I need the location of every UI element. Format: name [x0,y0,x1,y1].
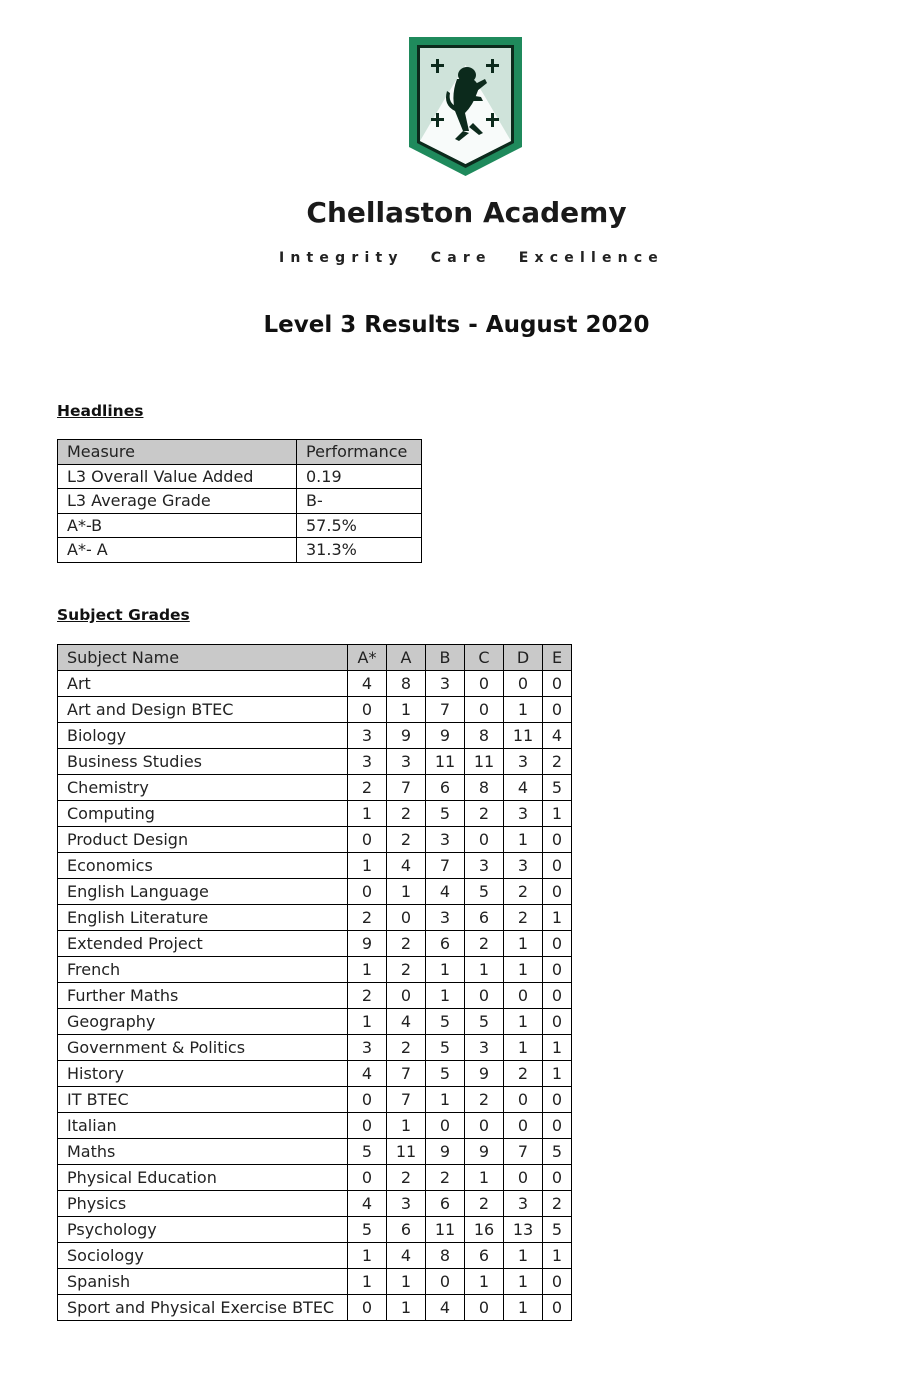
table-row [58,1191,572,1217]
grade-count-cell: 0 [543,1009,572,1035]
grade-count-cell: 1 [543,801,572,827]
grade-count-cell: 2 [387,931,426,957]
column-header: B [426,645,465,671]
table-row [58,1295,572,1321]
grade-count-cell: 3 [504,853,543,879]
grade-count-cell: 5 [543,1139,572,1165]
table-row [58,827,572,853]
grade-count-cell: 1 [426,983,465,1009]
grade-count-cell: 0 [387,983,426,1009]
subject-name-cell: English Literature [58,905,348,931]
grade-count-cell: 4 [543,723,572,749]
grade-count-cell: 1 [504,1009,543,1035]
grade-count-cell: 6 [426,775,465,801]
grade-count-cell: 5 [543,1217,572,1243]
grade-count-cell: 2 [426,1165,465,1191]
table-header-row [58,645,572,671]
grade-count-cell: 8 [465,775,504,801]
grade-count-cell: 5 [426,801,465,827]
grade-count-cell: 16 [465,1217,504,1243]
grade-count-cell: 1 [348,1243,387,1269]
measure-cell: L3 Overall Value Added [58,464,297,489]
grade-count-cell: 5 [543,775,572,801]
grade-count-cell: 0 [543,671,572,697]
grade-count-cell: 1 [504,931,543,957]
grade-count-cell: 4 [387,1243,426,1269]
table-row [58,775,572,801]
grade-count-cell: 7 [426,697,465,723]
subject-grades-body [58,671,572,1321]
grade-count-cell: 0 [543,931,572,957]
grade-count-cell: 6 [465,905,504,931]
grade-count-cell: 11 [465,749,504,775]
table-row [58,513,422,538]
grade-count-cell: 1 [387,879,426,905]
grade-count-cell: 4 [348,671,387,697]
grade-count-cell: 1 [465,1165,504,1191]
grade-count-cell: 6 [426,1191,465,1217]
grade-count-cell: 0 [543,827,572,853]
headlines-table [57,439,422,563]
grade-count-cell: 1 [387,1113,426,1139]
grade-count-cell: 0 [543,853,572,879]
table-row [58,749,572,775]
table-row [58,697,572,723]
grade-count-cell: 4 [387,1009,426,1035]
table-row [58,879,572,905]
grade-count-cell: 0 [426,1113,465,1139]
subject-name-cell: Physics [58,1191,348,1217]
grade-count-cell: 3 [348,1035,387,1061]
grade-count-cell: 0 [465,827,504,853]
subject-name-cell: Business Studies [58,749,348,775]
column-header: D [504,645,543,671]
grade-count-cell: 5 [465,1009,504,1035]
measure-cell: A*-B [58,513,297,538]
grade-count-cell: 0 [504,1113,543,1139]
measure-cell: L3 Average Grade [58,489,297,514]
grade-count-cell: 0 [465,983,504,1009]
grade-count-cell: 4 [348,1061,387,1087]
grade-count-cell: 1 [387,1295,426,1321]
table-row [58,671,572,697]
grade-count-cell: 4 [504,775,543,801]
grade-count-cell: 0 [348,1087,387,1113]
grade-count-cell: 2 [348,905,387,931]
grade-count-cell: 3 [465,1035,504,1061]
grade-count-cell: 1 [504,1295,543,1321]
measure-cell: A*- A [58,538,297,563]
grade-count-cell: 13 [504,1217,543,1243]
grade-count-cell: 1 [504,1243,543,1269]
performance-cell: 0.19 [297,464,422,489]
grade-count-cell: 11 [426,749,465,775]
grade-count-cell: 8 [465,723,504,749]
grade-count-cell: 2 [387,801,426,827]
grade-count-cell: 0 [465,671,504,697]
grade-count-cell: 2 [465,1191,504,1217]
grade-count-cell: 4 [387,853,426,879]
grade-count-cell: 1 [465,957,504,983]
grade-count-cell: 0 [348,1165,387,1191]
grade-count-cell: 3 [348,723,387,749]
subject-name-cell: Extended Project [58,931,348,957]
subject-name-cell: Biology [58,723,348,749]
school-crest-logo [407,35,524,178]
grade-count-cell: 2 [465,1087,504,1113]
column-header: C [465,645,504,671]
subject-name-cell: Art [58,671,348,697]
table-row [58,1243,572,1269]
grade-count-cell: 7 [387,775,426,801]
grade-count-cell: 7 [387,1087,426,1113]
table-header-row [58,440,422,465]
grade-count-cell: 2 [465,801,504,827]
grade-count-cell: 0 [543,697,572,723]
grade-count-cell: 4 [426,1295,465,1321]
table-row [58,538,422,563]
subject-grades-table [57,644,572,1321]
school-motto [0,250,903,266]
subject-name-cell: Art and Design BTEC [58,697,348,723]
table-row [58,983,572,1009]
grade-count-cell: 0 [465,1113,504,1139]
grade-count-cell: 5 [348,1139,387,1165]
grade-count-cell: 0 [543,879,572,905]
table-row [58,957,572,983]
subject-name-cell: Chemistry [58,775,348,801]
grade-count-cell: 9 [348,931,387,957]
grade-count-cell: 5 [426,1035,465,1061]
motto-word: Care [430,250,492,266]
grade-count-cell: 3 [387,1191,426,1217]
grade-count-cell: 0 [348,1295,387,1321]
grade-count-cell: 5 [426,1061,465,1087]
table-row [58,1009,572,1035]
subject-name-cell: Computing [58,801,348,827]
performance-cell: B- [297,489,422,514]
grade-count-cell: 0 [348,1113,387,1139]
subject-name-cell: English Language [58,879,348,905]
grade-count-cell: 0 [387,905,426,931]
subject-name-cell: IT BTEC [58,1087,348,1113]
grade-count-cell: 0 [348,879,387,905]
grade-count-cell: 0 [543,1165,572,1191]
table-row [58,489,422,514]
motto-word: Excellence [518,250,665,266]
grade-count-cell: 0 [504,671,543,697]
subject-grades-heading: Subject Grades [57,606,190,624]
grade-count-cell: 5 [348,1217,387,1243]
grade-count-cell: 0 [543,1295,572,1321]
table-row [58,1061,572,1087]
subject-name-cell: Government & Politics [58,1035,348,1061]
grade-count-cell: 2 [387,957,426,983]
grade-count-cell: 1 [426,957,465,983]
grade-count-cell: 2 [387,1165,426,1191]
grade-count-cell: 5 [465,879,504,905]
subject-name-cell: Economics [58,853,348,879]
grade-count-cell: 0 [543,1113,572,1139]
grade-count-cell: 6 [465,1243,504,1269]
subject-name-cell: History [58,1061,348,1087]
grade-count-cell: 11 [426,1217,465,1243]
subject-name-cell: French [58,957,348,983]
table-row [58,1165,572,1191]
grade-count-cell: 3 [426,905,465,931]
subject-name-cell: Geography [58,1009,348,1035]
grade-count-cell: 4 [426,879,465,905]
column-header: Measure [58,440,297,465]
grade-count-cell: 0 [465,1295,504,1321]
grade-count-cell: 2 [465,931,504,957]
subject-name-cell: Sociology [58,1243,348,1269]
grade-count-cell: 1 [504,957,543,983]
table-row [58,1035,572,1061]
table-row [58,801,572,827]
grade-count-cell: 1 [426,1087,465,1113]
performance-cell: 57.5% [297,513,422,538]
grade-count-cell: 11 [387,1139,426,1165]
grade-count-cell: 1 [543,905,572,931]
grade-count-cell: 8 [387,671,426,697]
grade-count-cell: 3 [387,749,426,775]
grade-count-cell: 0 [543,983,572,1009]
grade-count-cell: 1 [348,957,387,983]
performance-cell: 31.3% [297,538,422,563]
grade-count-cell: 1 [504,697,543,723]
table-row [58,1113,572,1139]
subject-name-cell: Product Design [58,827,348,853]
grade-count-cell: 2 [543,749,572,775]
subject-name-cell: Maths [58,1139,348,1165]
grade-count-cell: 0 [426,1269,465,1295]
table-row [58,1139,572,1165]
document-title: Level 3 Results - August 2020 [263,312,650,338]
grade-count-cell: 1 [387,1269,426,1295]
grade-count-cell: 1 [348,853,387,879]
grade-count-cell: 1 [348,801,387,827]
grade-count-cell: 11 [504,723,543,749]
grade-count-cell: 9 [387,723,426,749]
grade-count-cell: 3 [504,749,543,775]
grade-count-cell: 3 [426,827,465,853]
table-row [58,1217,572,1243]
grade-count-cell: 0 [348,827,387,853]
grade-count-cell: 1 [465,1269,504,1295]
grade-count-cell: 2 [348,983,387,1009]
column-header: E [543,645,572,671]
grade-count-cell: 2 [543,1191,572,1217]
grade-count-cell: 0 [348,697,387,723]
grade-count-cell: 8 [426,1243,465,1269]
grade-count-cell: 9 [465,1139,504,1165]
grade-count-cell: 6 [387,1217,426,1243]
table-row [58,464,422,489]
grade-count-cell: 0 [543,1087,572,1113]
grade-count-cell: 7 [504,1139,543,1165]
subject-name-cell: Spanish [58,1269,348,1295]
table-row [58,853,572,879]
grade-count-cell: 1 [543,1243,572,1269]
grade-count-cell: 1 [504,1035,543,1061]
table-row [58,905,572,931]
table-row [58,931,572,957]
subject-name-cell: Psychology [58,1217,348,1243]
grade-count-cell: 2 [504,879,543,905]
grade-count-cell: 0 [504,1165,543,1191]
grade-count-cell: 6 [426,931,465,957]
grade-count-cell: 3 [504,801,543,827]
column-header: A* [348,645,387,671]
grade-count-cell: 0 [543,1269,572,1295]
grade-count-cell: 1 [504,1269,543,1295]
grade-count-cell: 7 [426,853,465,879]
grade-count-cell: 3 [426,671,465,697]
grade-count-cell: 3 [348,749,387,775]
subject-name-cell: Italian [58,1113,348,1139]
grade-count-cell: 1 [348,1009,387,1035]
grade-count-cell: 9 [426,1139,465,1165]
grade-count-cell: 0 [504,1087,543,1113]
grade-count-cell: 9 [426,723,465,749]
subject-name-cell: Further Maths [58,983,348,1009]
subject-name-cell: Physical Education [58,1165,348,1191]
table-row [58,1269,572,1295]
motto-word: Integrity [278,250,404,266]
grade-count-cell: 1 [348,1269,387,1295]
grade-count-cell: 3 [504,1191,543,1217]
grade-count-cell: 4 [348,1191,387,1217]
grade-count-cell: 9 [465,1061,504,1087]
grade-count-cell: 2 [504,1061,543,1087]
grade-count-cell: 2 [348,775,387,801]
column-header: A [387,645,426,671]
table-row [58,1087,572,1113]
grade-count-cell: 1 [504,827,543,853]
grade-count-cell: 0 [465,697,504,723]
grade-count-cell: 1 [387,697,426,723]
grade-count-cell: 5 [426,1009,465,1035]
grade-count-cell: 2 [387,1035,426,1061]
column-header: Subject Name [58,645,348,671]
grade-count-cell: 2 [504,905,543,931]
grade-count-cell: 2 [387,827,426,853]
grade-count-cell: 0 [543,957,572,983]
grade-count-cell: 1 [543,1061,572,1087]
grade-count-cell: 0 [504,983,543,1009]
school-name: Chellaston Academy [306,196,627,229]
column-header: Performance [297,440,422,465]
subject-name-cell: Sport and Physical Exercise BTEC [58,1295,348,1321]
grade-count-cell: 3 [465,853,504,879]
grade-count-cell: 1 [543,1035,572,1061]
table-row [58,723,572,749]
grade-count-cell: 7 [387,1061,426,1087]
headlines-heading: Headlines [57,402,144,420]
